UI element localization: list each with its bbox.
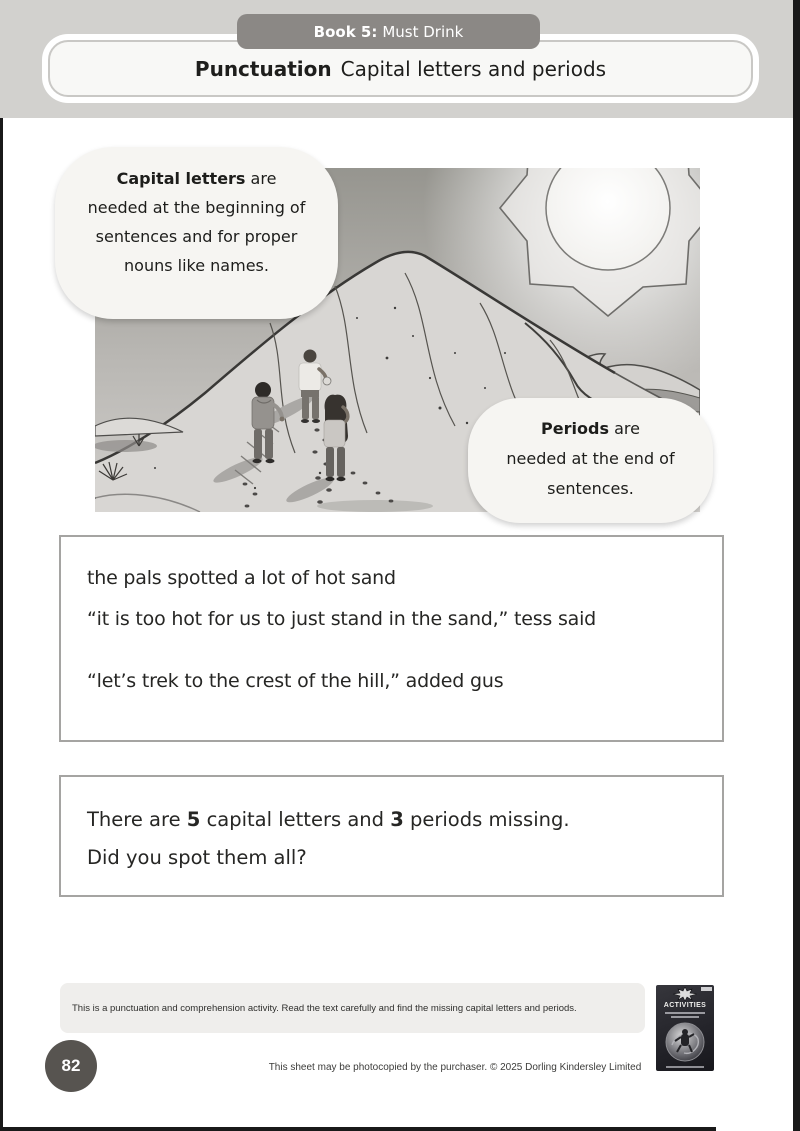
starburst-logo-icon (673, 987, 697, 1001)
story-line: “it is too hot for us to just stand in the sand,” tess said (87, 608, 597, 630)
cover-subtitle-bar (665, 1012, 705, 1014)
story-line: “let’s trek to the crest of the hill,” added gus (87, 670, 504, 692)
copyright-line: This sheet may be photocopied by the purchaser. © 2025 Dorling Kindersley Limited (268, 1062, 642, 1073)
story-line: the pals spotted a lot of hot sand (87, 567, 396, 589)
bubble-line: Capital letters are (116, 169, 277, 188)
bubble-line: nouns like names. (124, 256, 269, 275)
periods-count: 3 (390, 808, 404, 831)
question-line: Did you spot them all? (87, 846, 307, 869)
page-title-topic: Punctuation (194, 56, 332, 81)
book-badge-name: Must Drink (382, 22, 464, 41)
scan-edge (0, 1127, 716, 1131)
page-number-badge (45, 1040, 97, 1092)
capitals-count: 5 (186, 808, 201, 831)
bubble-line: sentences. (547, 479, 634, 498)
book-badge-number: Book 5: (313, 22, 378, 41)
scan-edge (0, 118, 3, 1127)
bubble-line: needed at the beginning of (87, 198, 306, 217)
page-number: 82 (61, 1056, 81, 1075)
page-title-subtitle: Capital letters and periods (340, 56, 607, 81)
question-line: There are 5 capital letters and 3 periods missing. (87, 808, 570, 831)
book-badge (237, 14, 540, 49)
cover-corner-tab (701, 987, 712, 991)
cover-illustration (664, 1021, 706, 1063)
bubble-line: sentences and for proper (95, 227, 298, 246)
bubble-line: Periods are (541, 419, 640, 438)
capital-letters-bubble (55, 147, 338, 319)
activity-note-text: This is a punctuation and comprehension activity. Read the text carefully and find the missing capital letters and periods. (72, 1002, 577, 1014)
bubble-line: needed at the end of (506, 449, 675, 468)
cover-title: ACTIVITIES (663, 1002, 707, 1009)
scan-edge (793, 0, 800, 1131)
periods-bubble (468, 398, 713, 523)
book-cover-thumbnail (656, 985, 714, 1071)
activity-note (60, 983, 645, 1033)
cover-footer-bar (666, 1066, 704, 1068)
story-box (59, 535, 724, 742)
question-box (59, 775, 724, 897)
cover-subtitle-bar (671, 1016, 699, 1018)
